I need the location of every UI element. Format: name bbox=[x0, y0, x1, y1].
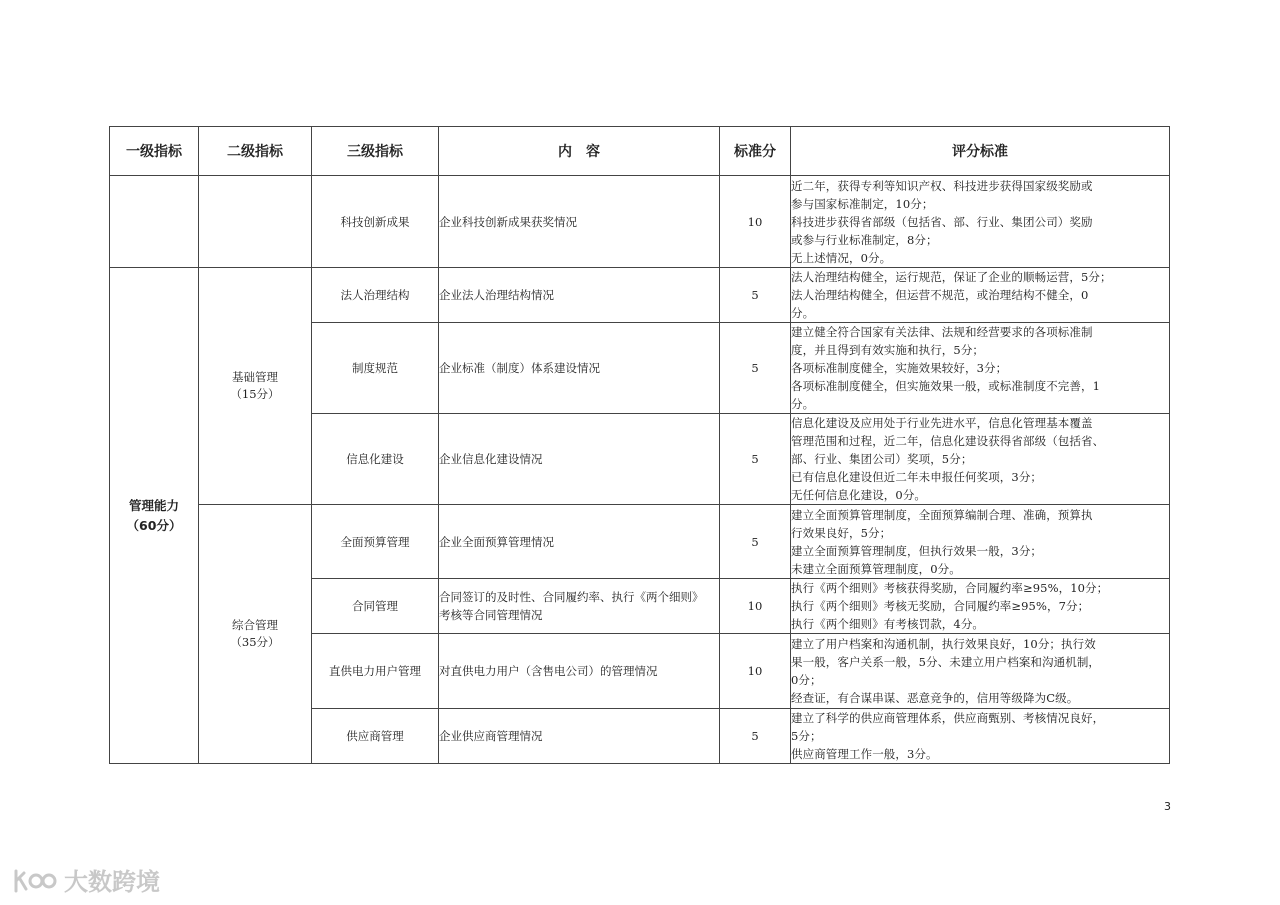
score-cell: 5 bbox=[720, 414, 791, 505]
criteria-line: 执行《两个细则》考核无奖励，合同履约率≥95%，7分； bbox=[791, 599, 1090, 613]
content-cell: 企业标准（制度）体系建设情况 bbox=[439, 323, 720, 414]
header-score: 标准分 bbox=[720, 127, 791, 176]
criteria-line: 经查证，有合谋串谋、恶意竞争的，信用等级降为C级。 bbox=[791, 691, 1079, 705]
criteria-line: 或参与行业标准制定，8分； bbox=[791, 232, 938, 247]
score-cell: 5 bbox=[720, 268, 791, 323]
criteria-line: 建立全面预算管理制度，但执行效果一般，3分； bbox=[791, 543, 1043, 558]
criteria-cell bbox=[791, 176, 1170, 268]
level3-cell: 信息化建设 bbox=[312, 414, 439, 505]
score-cell: 10 bbox=[720, 579, 791, 634]
level2-points: （15分） bbox=[230, 387, 280, 401]
criteria-line: 0分； bbox=[791, 673, 822, 687]
level3-cell: 制度规范 bbox=[312, 323, 439, 414]
level3-cell: 法人治理结构 bbox=[312, 268, 439, 323]
header-row bbox=[110, 127, 1170, 176]
logo-icon bbox=[12, 865, 58, 895]
content-cell: 对直供电力用户（含售电公司）的管理情况 bbox=[439, 634, 720, 709]
criteria-line: 部、行业、集团公司）奖项，5分； bbox=[791, 452, 973, 466]
score-cell: 5 bbox=[720, 505, 791, 579]
page-number: 3 bbox=[1164, 800, 1171, 813]
content-cell: 企业法人治理结构情况 bbox=[439, 268, 720, 323]
criteria-line: 建立全面预算管理制度，全面预算编制合理、准确，预算执 bbox=[791, 507, 1093, 522]
criteria-line: 管理范围和过程，近二年，信息化建设获得省部级（包括省、 bbox=[791, 434, 1105, 448]
header-level2: 二级指标 bbox=[199, 127, 312, 176]
criteria-line: 近二年，获得专利等知识产权、科技进步获得国家级奖励或 bbox=[791, 178, 1093, 193]
content-cell: 企业信息化建设情况 bbox=[439, 414, 720, 505]
criteria-cell bbox=[791, 268, 1170, 323]
score-cell: 10 bbox=[720, 634, 791, 709]
criteria-line: 信息化建设及应用处于行业先进水平，信息化管理基本覆盖 bbox=[791, 416, 1093, 430]
level3-cell: 科技创新成果 bbox=[312, 176, 439, 268]
criteria-cell bbox=[791, 709, 1170, 764]
level3-cell: 合同管理 bbox=[312, 579, 439, 634]
content-cell: 合同签订的及时性、合同履约率、执行《两个细则》考核等合同管理情况 bbox=[439, 579, 720, 634]
score-cell: 5 bbox=[720, 323, 791, 414]
watermark-text: 大数跨境 bbox=[64, 868, 160, 896]
watermark bbox=[12, 862, 160, 897]
criteria-line: 建立了科学的供应商管理体系，供应商甄别、考核情况良好， bbox=[791, 711, 1105, 725]
level1-label: 管理能力 bbox=[128, 497, 179, 513]
header-level1: 一级指标 bbox=[110, 127, 199, 176]
content-cell: 企业全面预算管理情况 bbox=[439, 505, 720, 579]
criteria-line: 执行《两个细则》考核获得奖励，合同履约率≥95%，10分； bbox=[791, 581, 1109, 595]
criteria-line: 建立了用户档案和沟通机制，执行效果良好，10分；执行效 bbox=[791, 637, 1096, 651]
criteria-cell bbox=[791, 505, 1170, 579]
level2-label: 综合管理 bbox=[232, 618, 278, 632]
criteria-line: 已有信息化建设但近二年未申报任何奖项，3分； bbox=[791, 470, 1043, 484]
level1-cell bbox=[110, 268, 199, 764]
criteria-line: 分。 bbox=[791, 306, 815, 320]
criteria-line: 建立健全符合国家有关法律、法规和经营要求的各项标准制 bbox=[791, 325, 1093, 339]
level2-cell bbox=[199, 268, 312, 505]
table-row bbox=[110, 505, 1170, 579]
criteria-line: 各项标准制度健全，但实施效果一般，或标准制度不完善，1 bbox=[791, 379, 1101, 393]
criteria-line: 5分； bbox=[791, 729, 822, 743]
criteria-line: 科技进步获得省部级（包括省、部、行业、集团公司）奖励 bbox=[791, 214, 1093, 229]
criteria-line: 行效果良好，5分； bbox=[791, 525, 892, 540]
criteria-line: 参与国家标准制定，10分； bbox=[791, 196, 934, 211]
header-level3: 三级指标 bbox=[312, 127, 439, 176]
criteria-line: 无任何信息化建设，0分。 bbox=[791, 488, 927, 502]
criteria-line: 执行《两个细则》有考核罚款，4分。 bbox=[791, 617, 985, 631]
level2-points: （35分） bbox=[230, 635, 280, 649]
criteria-line: 分。 bbox=[791, 397, 815, 411]
criteria-line: 法人治理结构健全，运行规范，保证了企业的顺畅运营，5分； bbox=[791, 270, 1112, 284]
table-row bbox=[110, 176, 1170, 268]
criteria-line: 供应商管理工作一般，3分。 bbox=[791, 747, 938, 761]
table-row bbox=[110, 268, 1170, 323]
level3-cell: 直供电力用户管理 bbox=[312, 634, 439, 709]
criteria-line: 各项标准制度健全，实施效果较好，3分； bbox=[791, 361, 1008, 375]
level3-cell: 全面预算管理 bbox=[312, 505, 439, 579]
score-cell: 5 bbox=[720, 709, 791, 764]
level2-cell bbox=[199, 505, 312, 764]
level2-cell-empty bbox=[199, 176, 312, 268]
criteria-cell bbox=[791, 414, 1170, 505]
criteria-line: 度，并且得到有效实施和执行，5分； bbox=[791, 343, 985, 357]
criteria-cell bbox=[791, 323, 1170, 414]
header-criteria: 评分标准 bbox=[791, 127, 1170, 176]
criteria-line: 无上述情况，0分。 bbox=[791, 250, 892, 265]
criteria-cell bbox=[791, 579, 1170, 634]
level1-cell-empty bbox=[110, 176, 199, 268]
content-cell: 企业科技创新成果获奖情况 bbox=[439, 176, 720, 268]
content-cell: 企业供应商管理情况 bbox=[439, 709, 720, 764]
criteria-line: 未建立全面预算管理制度，0分。 bbox=[791, 561, 961, 576]
header-content: 内 容 bbox=[439, 127, 720, 176]
criteria-cell bbox=[791, 634, 1170, 709]
score-cell: 10 bbox=[720, 176, 791, 268]
level3-cell: 供应商管理 bbox=[312, 709, 439, 764]
level1-points: （60分） bbox=[126, 517, 182, 533]
criteria-line: 法人治理结构健全，但运营不规范，或治理结构不健全，0 bbox=[791, 288, 1089, 302]
level2-label: 基础管理 bbox=[232, 370, 278, 384]
evaluation-table bbox=[109, 126, 1170, 764]
criteria-line: 果一般，客户关系一般，5分、未建立用户档案和沟通机制， bbox=[791, 655, 1101, 669]
